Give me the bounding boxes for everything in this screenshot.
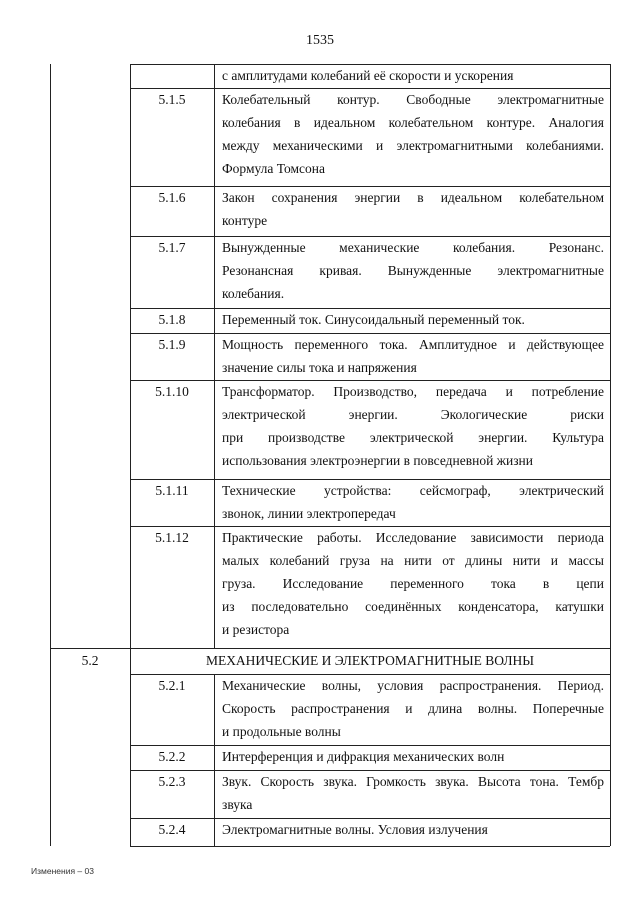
column-border <box>130 64 131 88</box>
column-border <box>214 674 215 745</box>
description-line: Технические устройства: сейсмограф, электрический <box>222 483 604 498</box>
description-line: Интерференция и дифракция механических волн <box>222 749 505 764</box>
item-code: 5.1.12 <box>155 530 189 545</box>
section-code: 5.2 <box>81 653 99 668</box>
column-border <box>214 333 215 380</box>
description-line: Звук. Скорость звука. Громкость звука. Высота тона. Тембр <box>222 774 604 789</box>
description-line: и продольные волны <box>222 724 341 739</box>
item-code: 5.1.8 <box>158 312 186 327</box>
description-line: малых колебаний груза на нити от длины нити и массы <box>222 553 604 568</box>
column-border <box>214 818 215 846</box>
description-line: колебания. <box>222 286 285 301</box>
item-description <box>222 380 604 472</box>
description-line: Вынужденные механические колебания. Резонанс. <box>222 240 604 255</box>
item-code: 5.1.11 <box>155 483 189 498</box>
description-line: Мощность переменного тока. Амплитудное и действующее <box>222 337 604 352</box>
description-line: электрической энергии. Экологические риски <box>222 407 604 422</box>
item-code: 5.1.6 <box>158 190 186 205</box>
column-border <box>214 745 215 770</box>
item-description <box>222 745 604 768</box>
description-line: Механические волны, условия распространения. Период. <box>222 678 604 693</box>
description-line: колебания в идеальном колебательном контуре. Аналогия <box>222 115 604 130</box>
item-description <box>222 236 604 305</box>
item-code: 5.1.5 <box>158 92 186 107</box>
description-line: Трансформатор. Производство, передача и потребление <box>222 384 604 399</box>
column-border <box>130 648 131 674</box>
item-description <box>222 526 604 641</box>
description-line: с амплитудами колебаний её скорости и ускорения <box>222 68 514 83</box>
column-border <box>214 236 215 308</box>
column-border <box>214 479 215 526</box>
description-line: контуре <box>222 213 268 228</box>
description-line: между механическими и электромагнитными колебаниями. <box>222 138 604 153</box>
item-code: 5.2.1 <box>158 678 186 693</box>
description-line: использования электроэнергии в повседневной жизни <box>222 453 534 468</box>
table-border-left <box>50 64 51 846</box>
footer-revision: Изменения – 03 <box>31 866 94 876</box>
description-line: Колебательный контур. Свободные электромагнитные <box>222 92 604 107</box>
item-description <box>222 186 604 232</box>
item-code: 5.1.9 <box>158 337 186 352</box>
description-line: Переменный ток. Синусоидальный переменный ток. <box>222 312 525 327</box>
description-line: груза. Исследование переменного тока в цепи <box>222 576 604 591</box>
description-line: Практические работы. Исследование зависимости периода <box>222 530 604 545</box>
item-description <box>222 308 604 331</box>
column-border <box>214 380 215 479</box>
table-border-right <box>610 64 611 846</box>
item-description <box>222 333 604 379</box>
description-line: Скорость распространения и длина волны. Поперечные <box>222 701 604 716</box>
description-line: из последовательно соединённых конденсатора, катушки <box>222 599 604 614</box>
item-description <box>222 479 604 525</box>
description-line: и резистора <box>222 622 290 637</box>
description-line: значение силы тока и напряжения <box>222 360 417 375</box>
item-description <box>222 64 604 87</box>
description-line: при производстве электрической энергии. Культура <box>222 430 604 445</box>
description-line: Формула Томсона <box>222 161 325 176</box>
section-title: МЕХАНИЧЕСКИЕ И ЭЛЕКТРОМАГНИТНЫЕ ВОЛНЫ <box>205 653 535 668</box>
row-border <box>130 846 610 847</box>
description-line: Резонансная кривая. Вынужденные электромагнитные <box>222 263 604 278</box>
description-line: звука <box>222 797 253 812</box>
item-code: 5.1.10 <box>155 384 189 399</box>
item-code: 5.2.3 <box>158 774 186 789</box>
item-description <box>222 88 604 180</box>
column-border <box>214 88 215 186</box>
item-code: 5.1.7 <box>158 240 186 255</box>
column-border <box>214 64 215 88</box>
column-border <box>214 308 215 333</box>
item-description <box>222 818 604 841</box>
item-description <box>222 770 604 816</box>
item-description <box>222 674 604 743</box>
description-line: Закон сохранения энергии в идеальном колебательном <box>222 190 604 205</box>
page-number: 1535 <box>306 33 334 48</box>
column-border <box>214 526 215 648</box>
column-border <box>214 186 215 236</box>
description-line: звонок, линии электропередач <box>222 506 396 521</box>
item-code: 5.2.4 <box>158 822 186 837</box>
item-code: 5.2.2 <box>158 749 186 764</box>
description-line: Электромагнитные волны. Условия излучения <box>222 822 488 837</box>
column-border <box>214 770 215 818</box>
